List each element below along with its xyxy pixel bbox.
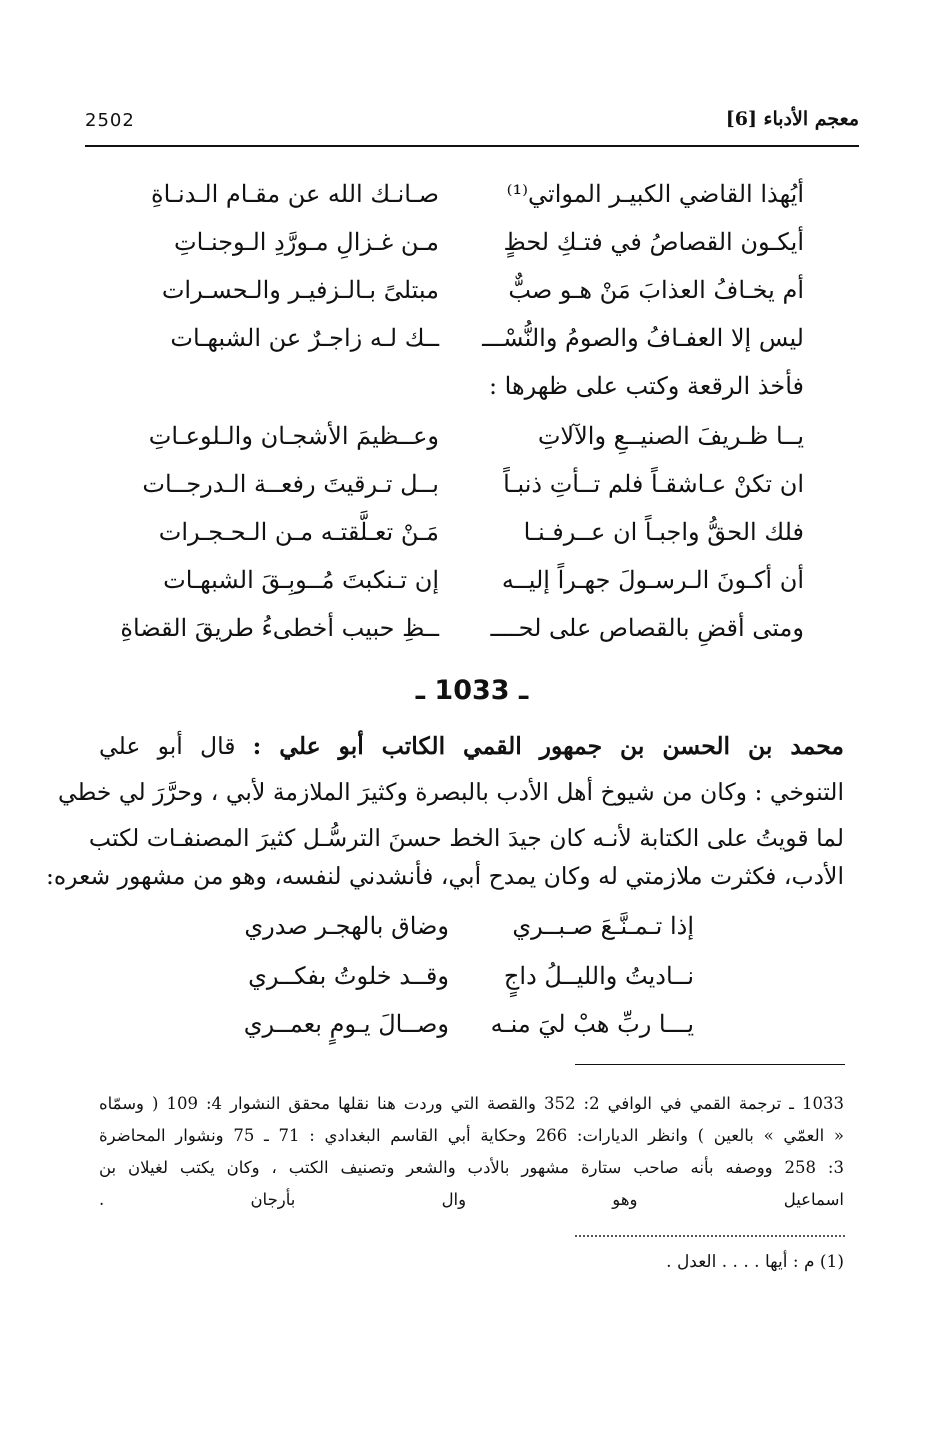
entry-heading-line bbox=[99, 732, 844, 760]
verse-line bbox=[0, 470, 944, 518]
verse-first-hemistich: ليس إلا العفـافُ والصومُ والنُّسْـــ bbox=[482, 324, 804, 352]
entry-number: ـ 1033 ـ bbox=[415, 675, 529, 706]
paragraph-line: الأدب، فكثرت ملازمتي له وكان يمدح أبي، فأنشدني لنفسه، وهو من مشهور شعره: bbox=[45, 862, 844, 890]
paragraph-line: لما قويتُ على الكتابة لأنـه كان جيدَ الخط حسنَ الترسُّـل كثيرَ المصنفـات لكتب bbox=[88, 824, 844, 852]
header-rule bbox=[85, 145, 859, 147]
verse-line bbox=[0, 518, 944, 566]
verse-first-hemistich: أيكـون القصاصُ في فتـكِ لحظٍ bbox=[503, 228, 804, 256]
verse-first-hemistich: نــاديتُ والليــلُ داجٍ bbox=[503, 962, 694, 990]
verse-second-hemistich: مـن غـزالِ مـورَّدِ الـوجنـاتِ bbox=[174, 228, 439, 256]
footnote-separator bbox=[575, 1235, 845, 1237]
entry-line1-rest: قال أبو علي bbox=[99, 732, 236, 760]
prose-line: فأخذ الرقعة وكتب على ظهرها : bbox=[488, 372, 804, 400]
verse-second-hemistich: وصــالَ يـومٍ بعمــري bbox=[243, 1010, 449, 1038]
verse-second-hemistich: ــظِ حبيب أخطىءُ طريقَ القضاةِ bbox=[120, 614, 439, 642]
verse-first-hemistich: أيُهذا القاضي الكبيـر المواتي⁽¹⁾ bbox=[506, 180, 804, 208]
verse-line bbox=[0, 228, 944, 276]
verse-line bbox=[0, 324, 944, 372]
verse-first-hemistich: فلك الحقُّ واجبـاً ان عــرفـنـا bbox=[523, 518, 804, 546]
verse-first-hemistich: ومتى أقضِ بالقصاص على لحــــ bbox=[490, 614, 804, 642]
verse-second-hemistich: بــل تـرقيتَ رفعــة الـدرجــات bbox=[142, 470, 439, 498]
verse-first-hemistich: أم يخـافُ العذابَ مَنْ هـو صبٌّ bbox=[508, 276, 804, 304]
verse-second-hemistich: وعــظيمَ الأشجـان والـلوعـاتِ bbox=[148, 422, 439, 450]
verse-line bbox=[0, 180, 944, 228]
variant-footnote: (1) م : أيها . . . . العدل . bbox=[666, 1252, 844, 1272]
verse-first-hemistich: يــا ظـريفَ الصنيــعِ والآلاتِ bbox=[537, 422, 804, 450]
verse-line bbox=[0, 422, 944, 470]
footnote-line: 1033 ـ ترجمة القمي في الوافي 2: 352 والقصة التي وردت هنا نقلها محقق النشوار 4: 109 ( وسمّاه bbox=[99, 1094, 844, 1113]
footnote-line: 3: 258 ووصفه بأنه صاحب ستارة مشهور بالأدب والشعر وتصنيف الكتب ، وكان يكتب لغيلان بن bbox=[99, 1158, 844, 1177]
page-header bbox=[85, 106, 859, 140]
footnote-rule bbox=[575, 1064, 845, 1065]
verse-first-hemistich: ان تكنْ عـاشقـاً فلم تــأتِ ذنبـاً bbox=[503, 470, 804, 498]
verse-second-hemistich: إن تـنكبتَ مُــوبِـقَ الشبهـات bbox=[163, 566, 439, 594]
footnote-line: « العمّي » بالعين ) وانظر الديارات: 266 وحكاية أبي القاسم البغدادي : 71 ـ 75 ونشوار المحاضرة bbox=[99, 1126, 845, 1145]
verse-second-hemistich: مبتلىً بـالـزفيـر والـحسـرات bbox=[161, 276, 439, 304]
page-number: 2502 bbox=[85, 110, 135, 131]
footnote-line: اسماعيل وهو وال بأرجان . bbox=[99, 1190, 844, 1209]
verse-second-hemistich: ــك لـه زاجـرٌ عن الشبهـات bbox=[170, 324, 439, 352]
verse-line bbox=[0, 276, 944, 324]
verse-first-hemistich: إذا تـمـنَّـعَ صـبــري bbox=[512, 912, 694, 940]
paragraph-line: التنوخي : وكان من شيوخ أهل الأدب بالبصرة وكثيرَ الملازمة لأبي ، وحرَّرَ لي خطي bbox=[58, 778, 844, 806]
verse-first-hemistich: أن أكـونَ الـرسـولَ جهـراً إليــه bbox=[501, 566, 804, 594]
verse-second-hemistich: وقــد خلوتُ بفكــري bbox=[248, 962, 449, 990]
verse-first-hemistich: يـــا ربِّ هبْ ليَ منـه bbox=[490, 1010, 694, 1038]
verse-line bbox=[0, 566, 944, 614]
running-title: معجم الأدباء [6] bbox=[725, 108, 859, 130]
verse-second-hemistich: وضاق بالهجـر صدري bbox=[244, 912, 449, 940]
verse-second-hemistich: صـانـك الله عن مقـام الـدنـاةِ bbox=[151, 180, 439, 208]
verse-line bbox=[0, 614, 944, 662]
entry-name: محمد بن الحسن بن جمهور القمي الكاتب أبو علي : bbox=[252, 732, 844, 760]
verse-second-hemistich: مَـنْ تعـلَّقتـه مـن الـحـجـرات bbox=[158, 518, 439, 546]
